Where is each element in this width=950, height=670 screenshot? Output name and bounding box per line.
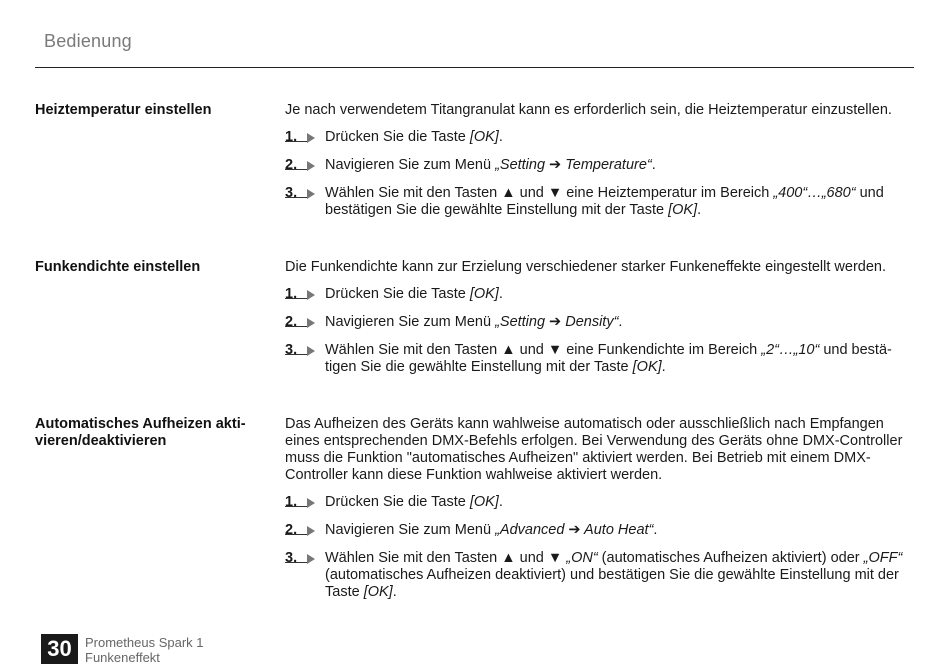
step-text: Navigieren Sie zum Menü — [325, 157, 496, 173]
step-key: [OK] — [469, 129, 499, 145]
step-text: . — [618, 314, 623, 330]
page-number: 30 — [41, 634, 78, 664]
step-text: Navigieren Sie zum Menü — [325, 522, 496, 538]
step-menu-path: „Setting ➔ Temperature“ — [495, 157, 652, 173]
step-underline — [285, 506, 307, 507]
arrow-right-icon — [307, 189, 315, 199]
step-number: 3. — [285, 185, 298, 201]
step-text: . — [653, 522, 658, 538]
step-item — [285, 129, 915, 146]
step-range: „2“…„10“ — [761, 342, 820, 358]
step-underline — [285, 141, 307, 142]
step-range: „400“…„680“ — [773, 185, 856, 201]
step-key: [OK] — [668, 202, 698, 218]
step-number: 3. — [285, 550, 298, 566]
step-item — [285, 157, 915, 174]
step-text: . — [498, 129, 503, 145]
step-text: und bestätigen Sie die gewählte Einstellung mit der Taste — [325, 342, 892, 375]
step-number: 2. — [285, 314, 298, 330]
step-underline — [285, 326, 307, 327]
step-key: [OK] — [469, 286, 499, 302]
arrow-right-icon — [307, 290, 315, 300]
step-number: 2. — [285, 522, 298, 538]
step-text: Wählen Sie mit den Tasten ▲ und ▼ eine Heiztemperatur im Bereich — [325, 185, 774, 201]
step-number: 2. — [285, 157, 298, 173]
step-item — [285, 494, 915, 511]
step-text: Drücken Sie die Taste — [325, 494, 470, 510]
step-text: . — [498, 286, 503, 302]
step-text: Wählen Sie mit den Tasten ▲ und ▼ — [325, 550, 567, 566]
section-title: Funkendichte einstellen — [35, 259, 201, 275]
step-underline — [285, 169, 307, 170]
step-number: 1. — [285, 494, 298, 510]
step-option-on: „ON“ — [566, 550, 598, 566]
step-item — [285, 522, 915, 539]
section-intro: Das Aufheizen des Geräts kann wahlweise automatisch oder ausschließlich nach Empfangen eines entsprechenden DMX-Befehls erfolgen. Bei Verwendung des Geräts ohne DMX-Controller muss die Funktion "automatisches Aufheizen" aktiviert werden. Bei Betrieb mit einem DMX-Controller kann diese Funktion wahlweise aktiviert werden. — [285, 416, 903, 483]
step-number: 3. — [285, 342, 298, 358]
step-underline — [285, 562, 307, 563]
step-text: (automatisches Aufheizen deaktiviert) und bestätigen Sie die gewählte Einstellung mit der Taste — [325, 567, 899, 600]
step-number: 1. — [285, 286, 298, 302]
step-text: Wählen Sie mit den Tasten ▲ und ▼ eine Funkendichte im Bereich — [325, 342, 762, 358]
footer-info — [85, 635, 204, 665]
section-title: Automatisches Aufheizen aktivieren/deaktivieren — [35, 416, 246, 449]
section-body — [285, 102, 915, 230]
step-item — [285, 342, 915, 376]
step-text: . — [498, 494, 503, 510]
step-menu-path: „Advanced ➔ Auto Heat“ — [495, 522, 654, 538]
step-text: Drücken Sie die Taste — [325, 286, 470, 302]
step-item — [285, 314, 915, 331]
step-text: Navigieren Sie zum Menü — [325, 314, 496, 330]
step-item — [285, 286, 915, 303]
step-underline — [285, 534, 307, 535]
arrow-right-icon — [307, 554, 315, 564]
page-header-title: Bedienung — [44, 31, 132, 51]
step-underline — [285, 354, 307, 355]
step-item — [285, 185, 915, 219]
arrow-right-icon — [307, 498, 315, 508]
section-body — [285, 259, 915, 387]
step-text: . — [651, 157, 656, 173]
arrow-right-icon — [307, 526, 315, 536]
step-underline — [285, 298, 307, 299]
step-number: 1. — [285, 129, 298, 145]
step-key: [OK] — [632, 359, 662, 375]
step-key: [OK] — [363, 584, 393, 600]
step-text: Drücken Sie die Taste — [325, 129, 470, 145]
step-text: und bestätigen Sie die gewählte Einstellung mit der Taste — [325, 185, 884, 218]
step-item — [285, 550, 915, 601]
step-menu-path: „Setting ➔ Density“ — [495, 314, 619, 330]
header-divider — [35, 67, 914, 68]
arrow-right-icon — [307, 161, 315, 171]
section-body — [285, 416, 915, 612]
section-intro: Je nach verwendetem Titangranulat kann es erforderlich sein, die Heiztemperatur einzustellen. — [285, 102, 892, 118]
step-option-off: „OFF“ — [863, 550, 903, 566]
arrow-right-icon — [307, 133, 315, 143]
footer-subtitle: Funkeneffekt — [85, 650, 160, 665]
arrow-right-icon — [307, 346, 315, 356]
step-underline — [285, 197, 307, 198]
footer-product: Prometheus Spark 1 — [85, 635, 204, 650]
step-text: . — [697, 202, 702, 218]
step-key: [OK] — [469, 494, 499, 510]
section-title: Heiztemperatur einstellen — [35, 102, 212, 118]
step-text: . — [661, 359, 666, 375]
step-text: . — [392, 584, 397, 600]
section-intro: Die Funkendichte kann zur Erzielung verschiedener starker Funkeneffekte eingestellt werden. — [285, 259, 887, 275]
step-text: (automatisches Aufheizen aktiviert) oder — [597, 550, 864, 566]
arrow-right-icon — [307, 318, 315, 328]
